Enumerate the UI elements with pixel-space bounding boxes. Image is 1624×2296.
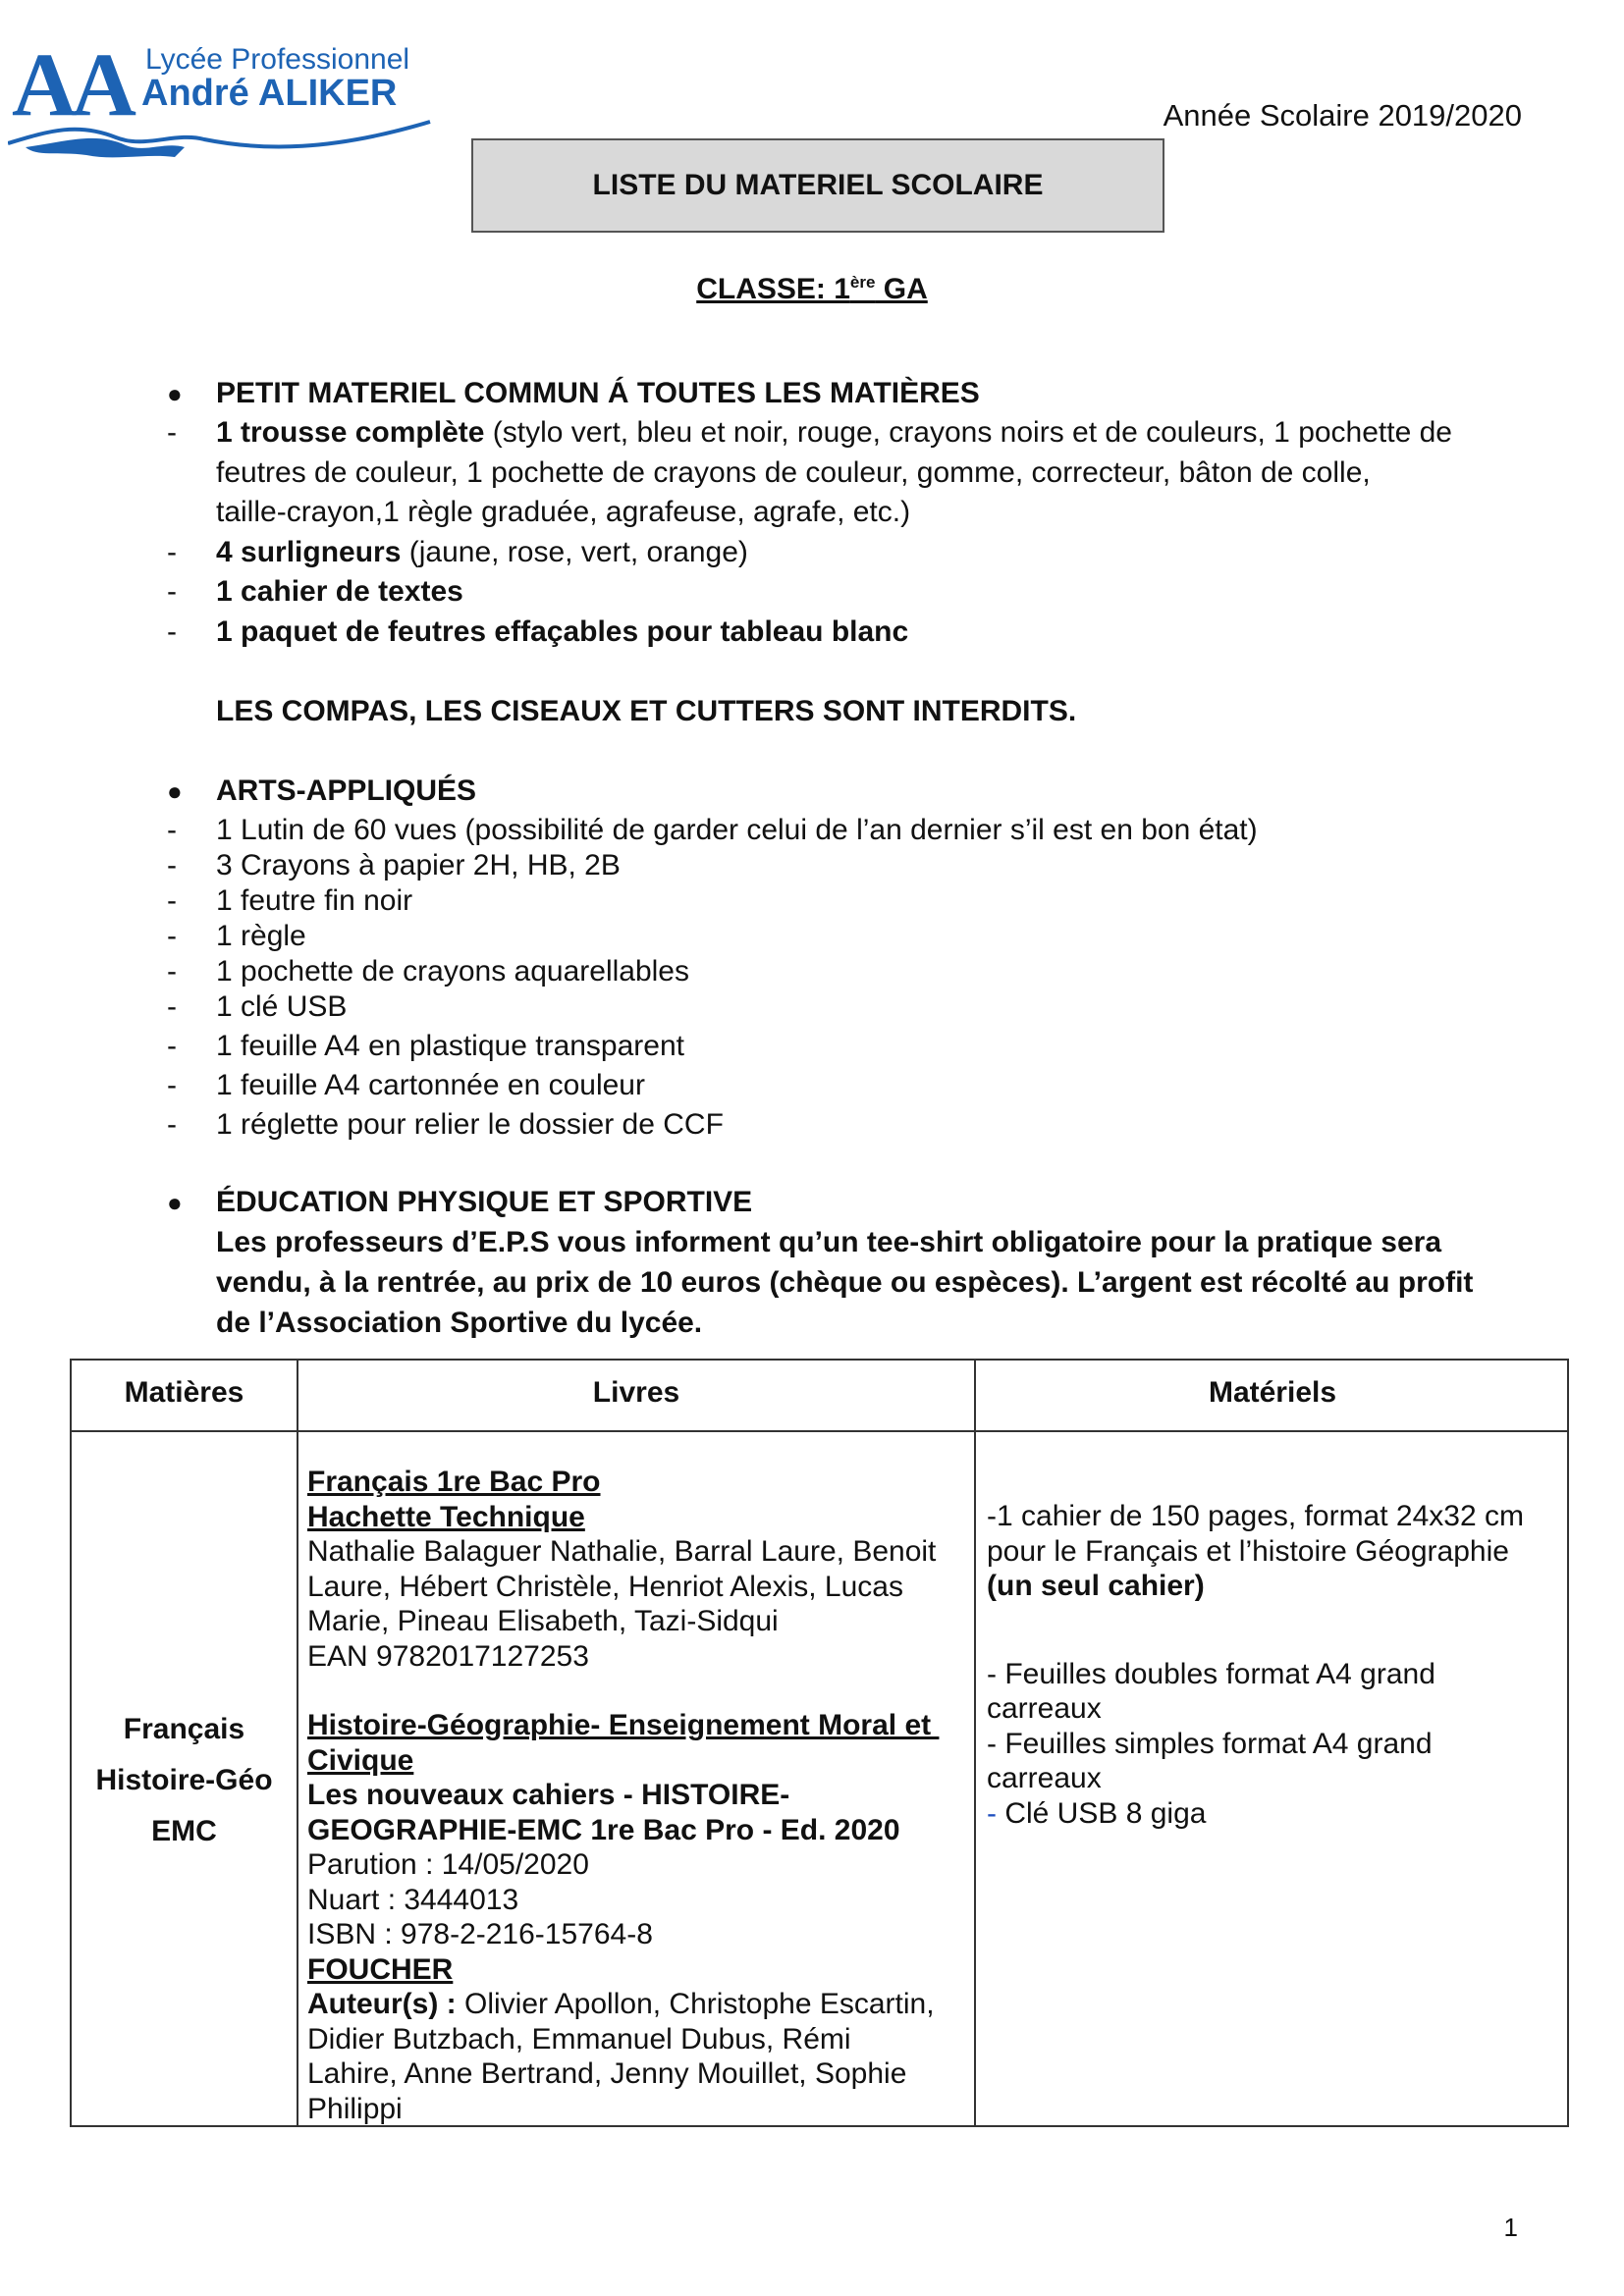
class-label: CLASSE: 1ère GA bbox=[696, 273, 928, 305]
document-title: LISTE DU MATERIEL SCOLAIRE bbox=[471, 138, 1164, 233]
logo-line2: André ALIKER bbox=[141, 73, 398, 114]
logo-line1: Lycée Professionnel bbox=[145, 43, 410, 76]
materials-cell: -1 cahier de 150 pages, format 24x32 cm pour le Français et l’histoire Géographie (un seul cahier) - Feuilles doubles format A4 grand carreaux - Feuilles simples format A4 grand carreaux - Clé USB 8 giga bbox=[987, 1500, 1524, 1830]
school-logo bbox=[8, 34, 440, 152]
subject-cell: Français Histoire-Géo EMC bbox=[95, 1713, 273, 1847]
school-year: Année Scolaire 2019/2020 bbox=[1163, 98, 1522, 133]
books-cell: Français 1re Bac Pro Hachette Technique Nathalie Balaguer Nathalie, Barral Laure, Benoit Laure, Hébert Christèle, Henriot Alexis, Lucas Marie, Pineau Elisabeth, Tazi-Sidqui EAN 9782017127253 Histoire-Géographie- Enseignement Moral et Civique Les nouveaux cahiers - HISTOIRE- GEOGRAPHIE-EMC 1re Bac Pro - Ed. 2020 Parution : 14/05/2020 Nuart : 3444013 ISBN : 978-2-216-15764-8 FOUCHER Auteur(s) : Olivier Apollon, Christophe Escartin, Didier Butzbach, Emmanuel Dubus, Rémi Lahire, Anne Bertrand, Jenny Mouillet, Sophie Philippi bbox=[307, 1466, 940, 2125]
logo-initials: AA bbox=[12, 34, 131, 134]
column-header-materiels: Matériels bbox=[1208, 1376, 1337, 1409]
logo-wave-icon bbox=[8, 102, 440, 161]
eps-paragraph: Les professeurs d’E.P.S vous informent qu’un tee-shirt obligatoire pour la pratique sera vendu, à la rentrée, au prix de 10 euros (chèque ou espèces). L’argent est récolté au profit de l’Association Sportive du lycée. bbox=[216, 1226, 1474, 1339]
bullet-icon: ● bbox=[167, 776, 183, 806]
material-table bbox=[70, 1359, 1569, 2127]
column-header-livres: Livres bbox=[592, 1376, 680, 1409]
bullet-icon: ● bbox=[167, 379, 183, 408]
page-number: 1 bbox=[1503, 2213, 1518, 2242]
column-header-matieres: Matières bbox=[124, 1376, 244, 1409]
bullet-icon: ● bbox=[167, 1188, 183, 1217]
